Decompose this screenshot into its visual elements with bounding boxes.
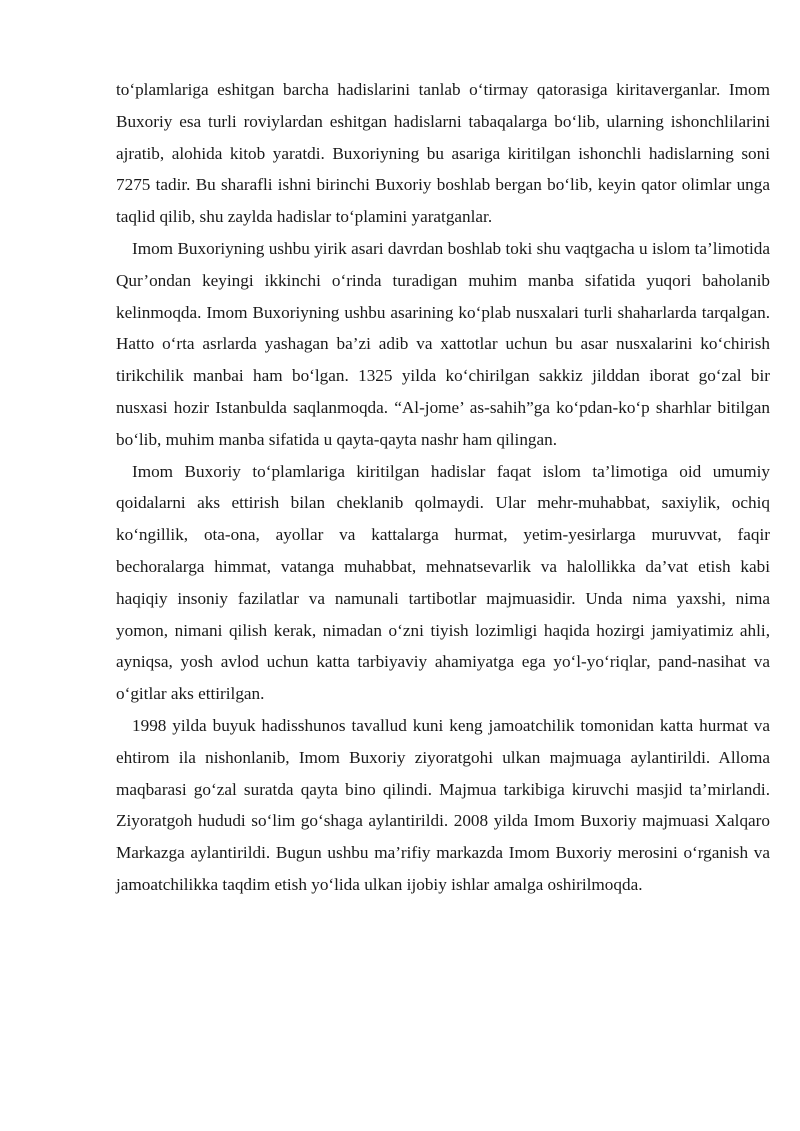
paragraph-continuation: to‘plamlariga eshitgan barcha hadislarini tanlab o‘tirmay qatorasiga kiritaverganlar. Imom Buxoriy esa turli roviylardan eshitgan hadislarni tabaqalarga bo‘lib, ularning ishonchlilarini ajratib, alohida kitob yaratdi. Buxoriyning bu asariga kiritilgan ishonchli hadislarning soni 7275 tadir. Bu sharafli ishni birinchi Buxoriy boshlab bergan bo‘lib, keyin qator olimlar unga taqlid qilib, shu zaylda hadislar to‘plamini yaratganlar.: [116, 80, 770, 227]
document-page: [116, 74, 770, 901]
paragraph-hadith-values: Imom Buxoriy to‘plamlariga kiritilgan hadislar faqat islom ta’limotiga oid umumiy qoidalarni aks ettirish bilan cheklanib qolmaydi. Ular mehr-muhabbat, saxiylik, ochiq ko‘ngillik, ota-ona, ayollar va kattalarga hurmat, yetim-yesirlarga muruvvat, faqir bechoralarga himmat, vatanga muhabbat, mehnatsevarlik va halollikka da’vat etish kabi haqiqiy insoniy fazilatlar va namunali tartibotlar majmuasidir. Unda nima yaxshi, nima yomon, nimani qilish kerak, nimadan o‘zni tiyish lozimligi haqida hozirgi jamiyatimiz ahli, ayniqsa, yosh avlod uchun katta tarbiyaviy ahamiyatga ega yo‘l-yo‘riqlar, pand-nasihat va o‘gitlar aks ettirilgan.: [116, 461, 770, 704]
paragraph-memorial-complex: 1998 yilda buyuk hadisshunos tavallud kuni keng jamoatchilik tomonidan katta hurmat va ehtirom ila nishonlanib, Imom Buxoriy ziyoratgohi ulkan majmuaga aylantirildi. Alloma maqbarasi go‘zal suratda qayta bino qilindi. Majmua tarkibiga kiruvchi masjid ta’mirlandi. Ziyoratgoh hududi so‘lim go‘shaga aylantirildi. 2008 yilda Imom Buxoriy majmuasi Xalqaro Markazga aylantirildi. Bugun ushbu ma’rifiy markazda Imom Buxoriy merosini o‘rganish va jamoatchilikka taqdim etish yo‘lida ulkan ijobiy ishlar amalga oshirilmoqda.: [116, 715, 770, 894]
paragraph-sahih-importance: Imom Buxoriyning ushbu yirik asari davrdan boshlab toki shu vaqtgacha u islom ta’limotida Qur’ondan keyingi ikkinchi o‘rinda turadigan muhim manba sifatida yuqori baholanib kelinmoqda. Imom Buxoriyning ushbu asarining ko‘plab nusxalari turli shaharlarda tarqalgan. Hatto o‘rta asrlarda yashagan ba’zi adib va xattotlar uchun bu asar nusxalarini ko‘chirish tirikchilik manbai ham bo‘lgan. 1325 yilda ko‘chirilgan sakkiz jilddan iborat go‘zal bir nusxasi hozir Istanbulda saqlanmoqda. “Al-jome’ as-sahih”ga ko‘pdan-ko‘p sharhlar bitilgan bo‘lib, muhim manba sifatida u qayta-qayta nashr ham qilingan.: [116, 238, 770, 449]
